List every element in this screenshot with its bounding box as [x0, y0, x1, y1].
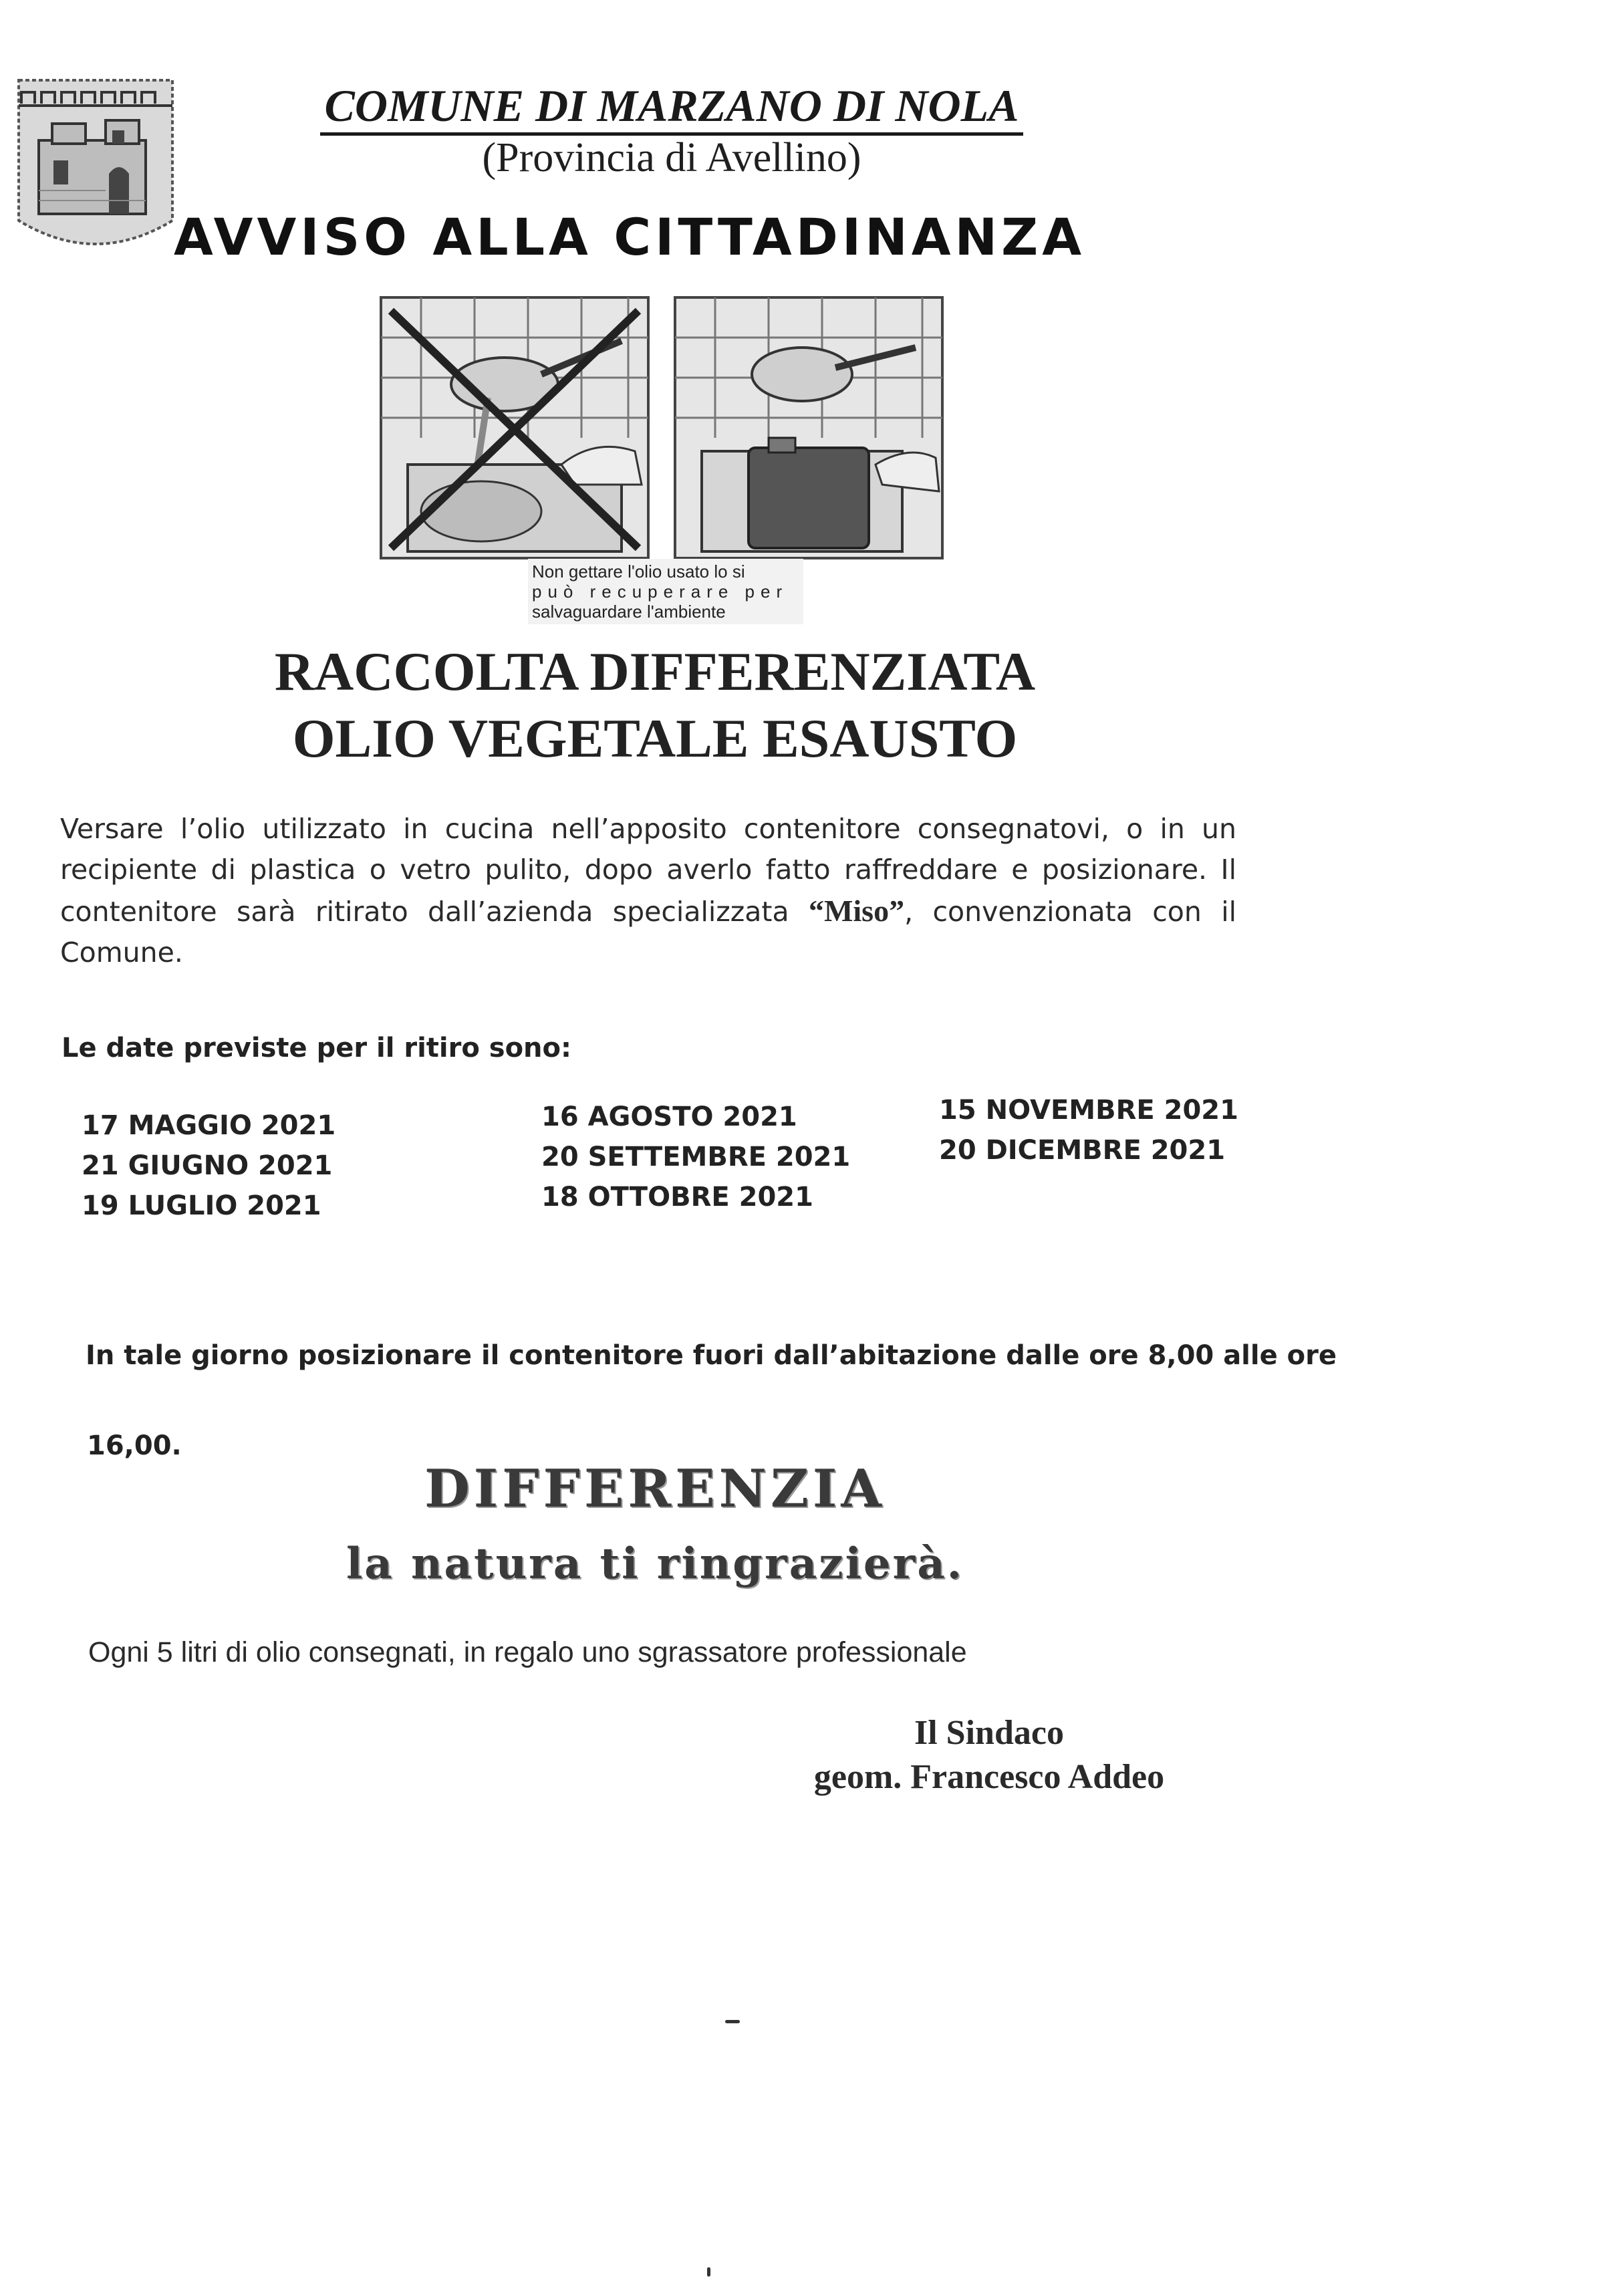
- paragraph-text-b: , convenzionata con il Comune.: [60, 896, 1236, 969]
- comune-title-text: COMUNE DI MARZANO DI NOLA: [320, 80, 1023, 136]
- main-headline: [200, 638, 1109, 772]
- scan-speck: [725, 2020, 740, 2023]
- schedule-intro: Le date previste per il ritiro sono:: [61, 1033, 572, 1063]
- illustration-wrong-panel: [381, 297, 648, 558]
- caption-line-1: Non gettare l'olio usato lo si: [532, 561, 745, 582]
- scan-speck: [707, 2267, 710, 2277]
- instructions-paragraph: [60, 809, 1236, 973]
- headline-line-1: RACCOLTA DIFFERENZIATA: [274, 641, 1036, 702]
- illustration-right-panel: [675, 297, 942, 558]
- placement-instruction: In tale giorno posizionare il contenitore fuori dall’abitazione dalle ore 8,00 alle ore: [86, 1340, 1337, 1371]
- collection-date: 21 GIUGNO 2021: [82, 1150, 333, 1181]
- slogan-title: DIFFERENZIA: [424, 1458, 886, 1519]
- collection-date: 18 OTTOBRE 2021: [541, 1182, 813, 1213]
- collection-date: 17 MAGGIO 2021: [82, 1110, 336, 1141]
- signature-name: geom. Francesco Addeo: [813, 1758, 1165, 1796]
- avviso-heading: AVVISO ALLA CITTADINANZA: [174, 207, 1086, 267]
- collection-date: 19 LUGLIO 2021: [82, 1190, 321, 1221]
- collection-date: 15 NOVEMBRE 2021: [939, 1095, 1238, 1126]
- signature-title: Il Sindaco: [914, 1714, 1064, 1752]
- collection-date: 16 AGOSTO 2021: [541, 1102, 797, 1132]
- schedule-column-3: [939, 1092, 1238, 1172]
- caption-line-3: salvaguardare l'ambiente: [532, 602, 726, 622]
- illustration-caption: [528, 559, 803, 624]
- collection-date: 20 SETTEMBRE 2021: [541, 1142, 851, 1172]
- paragraph-text-a: Versare l’olio utilizzato in cucina nell’apposito contenitore consegnatovi, o in un recipiente di plastica o vetro pulito, dopo averlo fatto raffreddare e posizionare. Il contenitore sarà ritirato dall’azienda specializzata: [60, 813, 1236, 928]
- slogan-subtitle: la natura ti ringrazierà.: [346, 1539, 964, 1589]
- schedule-column-2: [541, 1098, 850, 1219]
- company-name: “Miso”: [808, 894, 905, 928]
- mayor-signature-block: [735, 1711, 1243, 1799]
- schedule-column-1: [82, 1107, 336, 1227]
- promo-text: Ogni 5 litri di olio consegnati, in regalo uno sgrassatore professionale: [88, 1636, 967, 1668]
- municipal-crest-icon: [12, 67, 179, 267]
- comune-title: [307, 79, 1036, 132]
- caption-line-2: può recuperare per: [532, 582, 789, 602]
- headline-line-2: OLIO VEGETALE ESAUSTO: [292, 708, 1018, 769]
- collection-date: 20 DICEMBRE 2021: [939, 1135, 1226, 1166]
- provincia-subtitle: (Provincia di Avellino): [482, 135, 861, 180]
- placement-time-end: 16,00.: [87, 1430, 182, 1461]
